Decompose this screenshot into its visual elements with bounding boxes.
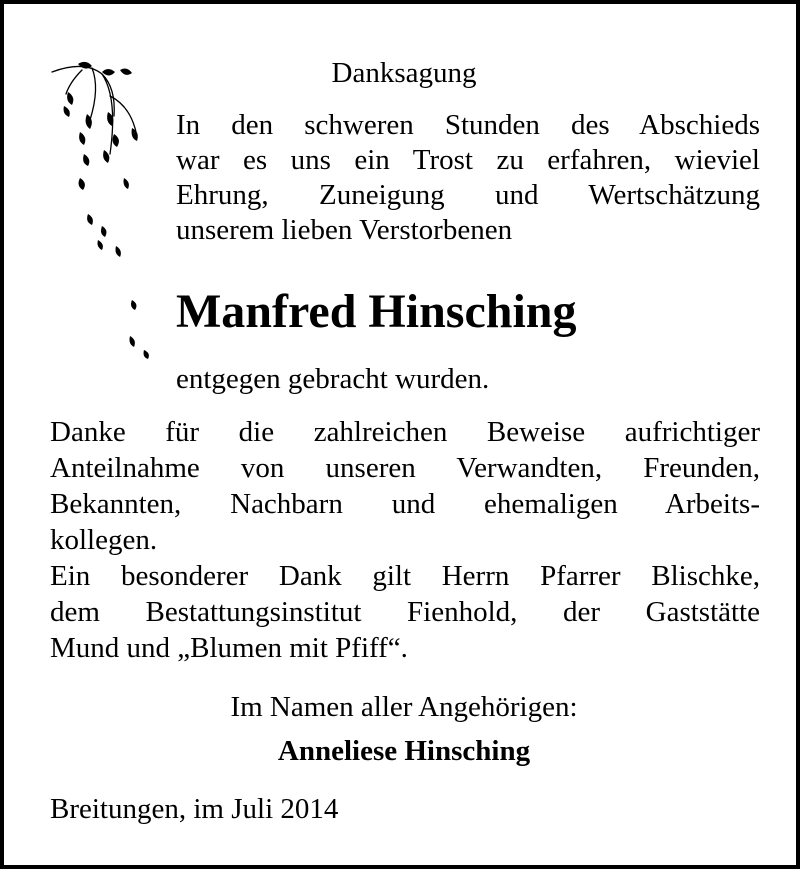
body-line: kollegen. bbox=[50, 524, 158, 556]
thanks-paragraph bbox=[50, 414, 760, 666]
body-line: dem Bestattungsinstitut Fienhold, der Gaststätte bbox=[50, 596, 760, 628]
intro-line: Ehrung, Zuneigung und Wertschätzung bbox=[176, 179, 760, 211]
deceased-name: Manfred Hinsching bbox=[176, 285, 577, 338]
intro-line: unserem lieben Verstorbenen bbox=[176, 214, 513, 246]
body-line: Mund und „Blumen mit Pfiff“. bbox=[50, 632, 408, 664]
falling-leaves-branch-icon bbox=[44, 54, 174, 394]
body-line: Danke für die zahlreichen Beweise aufrichtiger bbox=[50, 416, 760, 448]
after-name-text: entgegen gebracht wurden. bbox=[176, 363, 490, 395]
signer-name: Anneliese Hinsching bbox=[277, 735, 531, 767]
signoff: Im Namen aller Angehörigen: bbox=[230, 691, 578, 723]
intro-line: war es uns ein Trost zu erfahren, wieviel bbox=[176, 144, 760, 176]
body-line: Anteilnahme von unseren Verwandten, Freunden, bbox=[50, 452, 760, 484]
intro-paragraph bbox=[176, 108, 760, 248]
place-date: Breitungen, im Juli 2014 bbox=[50, 793, 339, 825]
intro-line: In den schweren Stunden des Abschieds bbox=[176, 109, 760, 141]
heading: Danksagung bbox=[331, 57, 477, 89]
body-line: Bekannten, Nachbarn und ehemaligen Arbeits- bbox=[50, 488, 760, 520]
body-line: Ein besonderer Dank gilt Herrn Pfarrer Blischke, bbox=[50, 560, 760, 592]
